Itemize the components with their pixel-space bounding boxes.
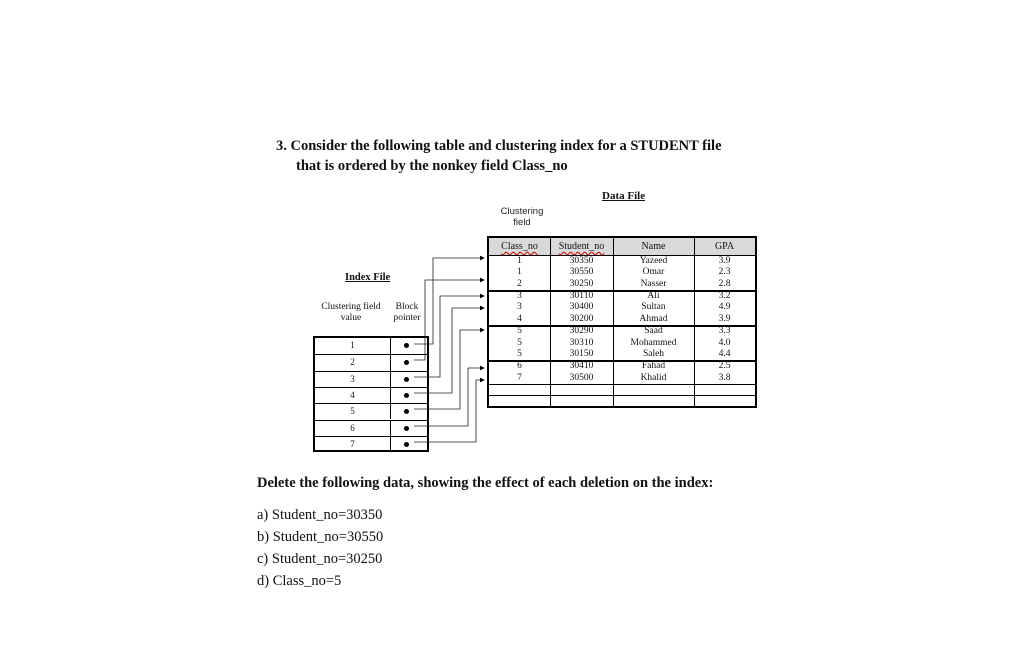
task-title: Delete the following data, showing the effect of each deletion on the index:	[257, 475, 714, 491]
cell-gpa: 4.0	[718, 337, 731, 348]
cell-gpa: 3.8	[718, 372, 731, 383]
task-item: c) Student_no=30250	[257, 551, 383, 567]
cell-student-no: 30350	[569, 256, 594, 266]
cell-name: Saleh	[642, 348, 665, 359]
index-value: 4	[350, 389, 355, 400]
index-value: 1	[350, 340, 355, 350]
cell-student-no: 30250	[569, 278, 594, 289]
cell-student-no: 30310	[569, 337, 594, 348]
cell-class-no: 1	[517, 256, 522, 266]
cell-name: Sultan	[641, 302, 666, 313]
question-line-1: 3. Consider the following table and clustering index for a STUDENT file	[276, 138, 722, 154]
cell-gpa: 3.2	[718, 291, 731, 302]
cell-class-no: 7	[517, 372, 522, 383]
cell-name: Yazeed	[639, 256, 668, 266]
header-name: Name	[641, 241, 666, 252]
index-header-value: Clustering field value	[321, 302, 381, 323]
cell-class-no: 3	[517, 291, 522, 302]
cell-gpa: 2.5	[718, 361, 731, 372]
task-item: a) Student_no=30350	[257, 507, 383, 523]
cell-gpa: 2.8	[718, 278, 731, 289]
index-file-title: Index File	[345, 272, 391, 283]
pointer-line-5	[414, 330, 484, 409]
task-item: b) Student_no=30550	[257, 529, 384, 545]
header-class-no: Class_no	[501, 241, 538, 252]
data-file-title: Data File	[602, 190, 646, 202]
cell-student-no: 30290	[569, 326, 594, 337]
cell-student-no: 30150	[569, 348, 594, 359]
cell-student-no: 30400	[569, 302, 594, 313]
pointer-line-1	[414, 258, 484, 344]
cell-class-no: 1	[517, 267, 522, 278]
cell-name: Nasser	[640, 278, 667, 289]
cell-name: Ahmad	[639, 313, 668, 324]
cell-class-no: 6	[517, 361, 522, 372]
cell-gpa: 2.3	[718, 267, 731, 278]
cell-gpa: 3.9	[718, 313, 731, 324]
header-student-no: Student_no	[558, 241, 605, 252]
index-value: 7	[350, 438, 355, 449]
cell-name: Ali	[647, 291, 660, 302]
cell-student-no: 30410	[569, 361, 594, 372]
index-value: 3	[350, 373, 355, 384]
cell-name: Mohammed	[630, 337, 677, 348]
cell-class-no: 3	[517, 302, 522, 313]
cell-class-no: 5	[517, 337, 522, 348]
pointer-line-2	[414, 280, 484, 360]
index-header-pointer: Block pointer	[393, 302, 421, 323]
cell-class-no: 4	[517, 313, 522, 324]
index-value: 2	[350, 357, 355, 368]
index-value: 5	[350, 406, 355, 417]
cell-name: Fahad	[641, 361, 666, 372]
task-list	[257, 504, 383, 592]
cell-name: Saad	[644, 326, 663, 337]
cell-student-no: 30110	[569, 291, 594, 302]
cell-class-no: 2	[517, 278, 522, 289]
cell-gpa: 4.4	[718, 348, 731, 359]
clustering-field-label: Clustering field	[500, 206, 544, 228]
cell-class-no: 5	[517, 348, 522, 359]
cell-gpa: 3.9	[718, 256, 731, 266]
pointer-line-7	[414, 380, 484, 442]
cell-name: Khalid	[640, 372, 667, 383]
cell-student-no: 30500	[569, 372, 594, 383]
header-gpa: GPA	[714, 241, 735, 252]
cell-student-no: 30550	[569, 267, 594, 278]
cell-gpa: 4.9	[718, 302, 731, 313]
task-item: d) Class_no=5	[257, 573, 342, 589]
cell-student-no: 30200	[569, 313, 594, 324]
question-line-2: that is ordered by the nonkey field Class_no	[296, 158, 568, 174]
cell-name: Omar	[642, 267, 665, 278]
pointer-line-4	[414, 308, 484, 393]
cell-gpa: 3.3	[718, 326, 731, 337]
cell-class-no: 5	[517, 326, 522, 337]
index-value: 6	[350, 422, 355, 433]
